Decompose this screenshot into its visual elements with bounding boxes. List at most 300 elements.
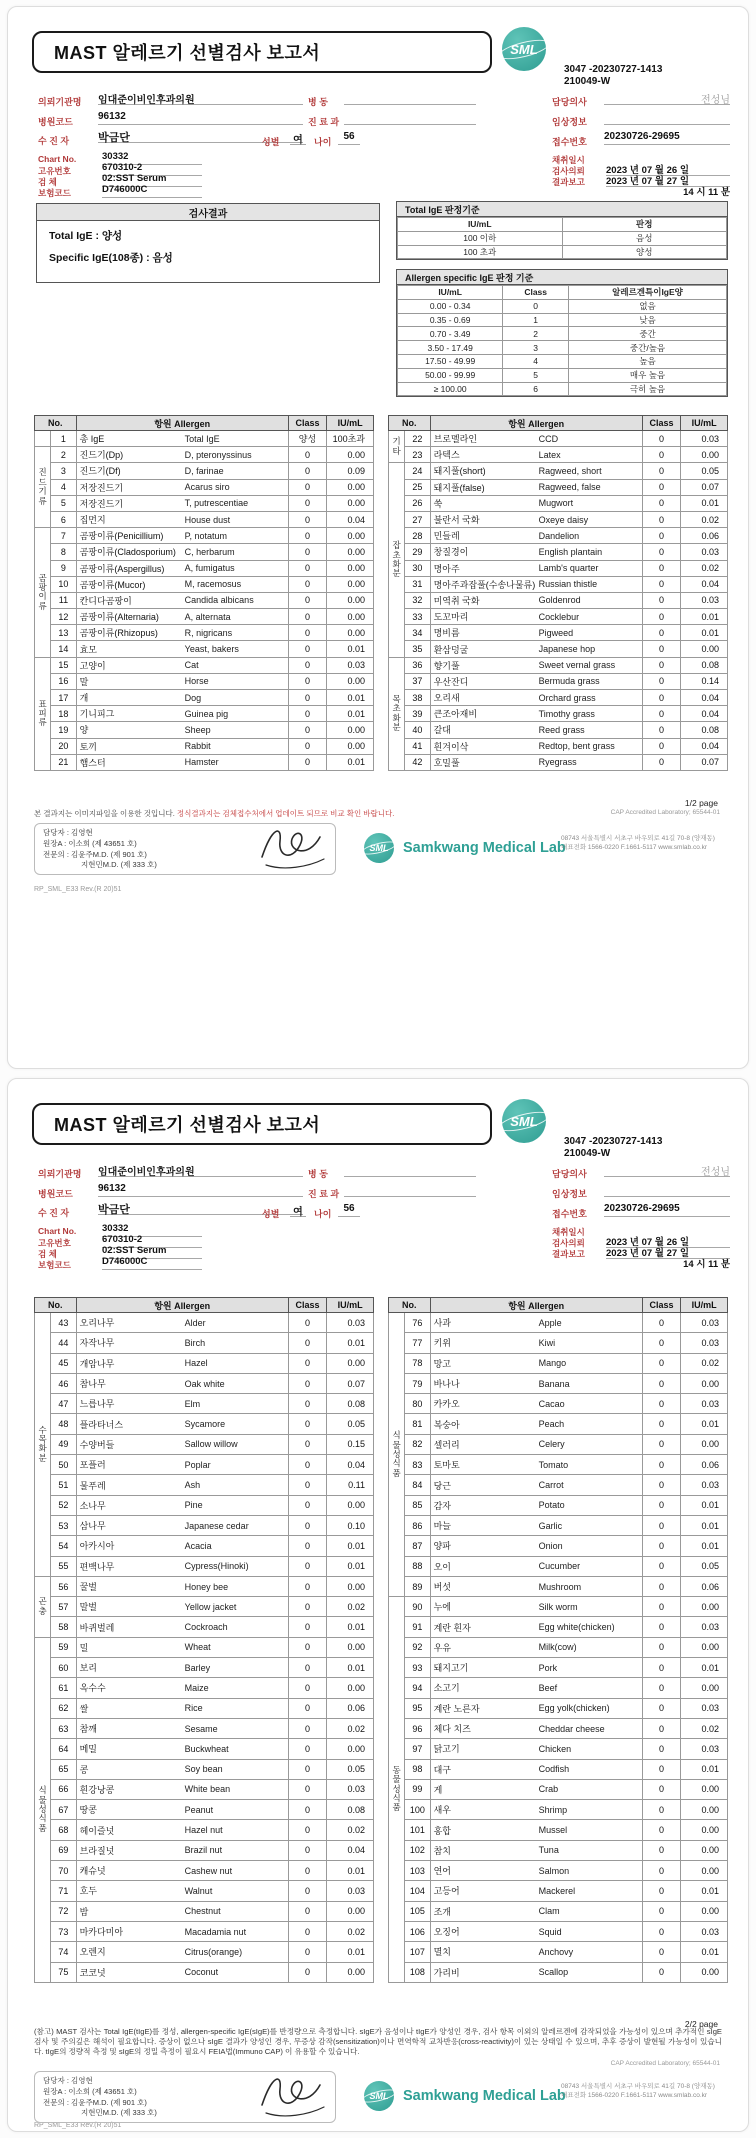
sml-logo-swoosh [360,839,397,857]
allergen-row [389,1556,728,1576]
value-unique-no: 670310-2 [102,162,202,176]
lab-name: Samkwang Medical Lab [403,840,566,856]
cell-cls: 0 [288,1840,327,1860]
col-no: No. [389,1298,431,1313]
cell-en: Pigweed [536,625,643,641]
allergen-row [389,1515,728,1535]
allergen-row [35,528,374,544]
cell-cls: 0 [642,479,681,495]
allergen-row [35,447,374,463]
accreditation-note: CAP Accredited Laboratory; 65544-01 [610,2060,720,2067]
cell-cls: 0 [642,1556,681,1576]
allergen-row [389,754,728,770]
allergen-row [35,1455,374,1475]
cell-kr: 고양이 [76,657,182,673]
allergen-row [35,1414,374,1434]
cell-iu: 0.08 [327,1800,374,1820]
cell-iu: 0.01 [327,1861,374,1881]
cell-iu: 0.07 [681,479,728,495]
cell-en: Barley [182,1658,289,1678]
cell-cls: 0 [642,1718,681,1738]
allergen-row [389,528,728,544]
cell-cls: 0 [288,1455,327,1475]
cell-en: Poplar [182,1455,289,1475]
criteria-row [398,341,727,355]
accreditation-note: CAP Accredited Laboratory; 65544-01 [610,809,720,816]
cell-no: 79 [405,1373,430,1393]
cell-kr: 명비름 [430,625,536,641]
cell-kr: 칸디다곰팡이 [76,592,182,608]
value-insurance-code: D746000C [102,184,202,198]
page-title: MAST 알레르기 선별검사 보고서 [54,1115,321,1135]
allergen-row [389,511,728,527]
cell-no: 20 [51,738,76,754]
cell-cls: 0 [288,1779,327,1799]
cell-no: 58 [51,1617,76,1637]
allergen-row [389,1373,728,1393]
report-title-box [32,31,492,73]
cell-no: 59 [51,1637,76,1657]
cell-cls: 0 [288,754,327,770]
cell-kr: 헤이즐넛 [76,1820,182,1840]
cell-no: 108 [405,1962,430,1982]
cell-en: Salmon [536,1861,643,1881]
col-allergen: 항원 Allergen [76,1298,288,1313]
crit-col: IU/mL [398,218,563,232]
lab-address-line2: 대표전화 1566-0220 F.1661-5117 www.smlab.co.kr [561,843,708,851]
cell-iu: 0.04 [681,706,728,722]
cell-cls: 0 [288,673,327,689]
allergen-row [35,609,374,625]
cell-no: 11 [51,592,76,608]
allergen-row [35,1515,374,1535]
cell-cls: 0 [642,1536,681,1556]
crit-cell: 없음 [569,299,727,313]
allergen-row [389,1840,728,1860]
allergen-row [35,1739,374,1759]
staff-label: 담당자 [43,828,65,837]
cell-no: 19 [51,722,76,738]
crit-cell: 0.70 - 3.49 [398,327,503,341]
cell-en: Birch [182,1333,289,1353]
crit-cell: 양성 [562,245,727,259]
cell-cls: 0 [642,1455,681,1475]
allergen-row [35,1637,374,1657]
cell-cls: 0 [288,1820,327,1840]
cell-kr: 개암나무 [76,1353,182,1373]
cell-kr: 느릅나무 [76,1394,182,1414]
cell-kr: 돼지풀(false) [430,479,536,495]
cell-kr: 명아주 [430,560,536,576]
cell-cls: 0 [288,511,327,527]
cell-cls: 0 [642,1373,681,1393]
cell-en: Chestnut [182,1901,289,1921]
crit-cell: 100 이하 [398,231,563,245]
cell-en: Horse [182,673,289,689]
cell-en: Chicken [536,1739,643,1759]
cell-no: 18 [51,706,76,722]
footer-lab-logo [364,833,566,863]
cell-no: 47 [51,1394,76,1414]
cell-no: 103 [405,1861,430,1881]
staff-name: 지현민M.D. (제 333 호) [81,860,157,870]
cell-en: Dandelion [536,528,643,544]
allergen-row [389,1861,728,1881]
allergen-table-p2_left [34,1297,374,1983]
cell-no: 29 [405,544,430,560]
allergen-row [389,1434,728,1454]
cell-no: 70 [51,1861,76,1881]
allergen-row [389,495,728,511]
cell-cls: 0 [642,463,681,479]
cell-kr: 토끼 [76,738,182,754]
cell-en: R, nigricans [182,625,289,641]
sml-logo-circle [364,2081,394,2111]
cell-iu: 0.00 [327,560,374,576]
cell-no: 102 [405,1840,430,1860]
cell-kr: 향기풀 [430,657,536,673]
cell-no: 86 [405,1515,430,1535]
cell-kr: 키위 [430,1333,536,1353]
cell-en: Onion [536,1536,643,1556]
cell-kr: 바나나 [430,1373,536,1393]
cell-iu: 0.00 [681,1840,728,1860]
cell-iu: 0.00 [327,479,374,495]
cell-iu: 0.04 [681,576,728,592]
cell-cls: 0 [288,560,327,576]
lab-address-line1: 08743 서울특별시 서초구 바우뫼로 41길 70-8 (양재동) [561,835,715,842]
cell-no: 41 [405,738,430,754]
cell-kr: 수양버들 [76,1434,182,1454]
lab-address-line1: 08743 서울특별시 서초구 바우뫼로 41길 70-8 (양재동) [561,2083,715,2090]
staff-name: 지현민M.D. (제 333 호) [81,2108,157,2118]
allergen-row [35,1678,374,1698]
cell-cls: 0 [288,1739,327,1759]
value-sex: 여 [290,1203,306,1217]
cell-cls: 0 [288,706,327,722]
cell-en: Candida albicans [182,592,289,608]
cell-kr: 멸치 [430,1942,536,1962]
cell-no: 36 [405,657,430,673]
category-label: 수목화분 [35,1313,51,1577]
crit-cell: 0.00 - 0.34 [398,299,503,313]
cell-cls: 0 [642,1901,681,1921]
col-no: No. [35,416,77,431]
cell-no: 44 [51,1333,76,1353]
cell-iu: 0.00 [681,1434,728,1454]
value-report-date: 2023 년 07 월 27 일 [606,173,730,187]
footer-lab-logo [364,2081,566,2111]
cell-no: 63 [51,1718,76,1738]
cell-iu: 0.07 [327,1373,374,1393]
cell-iu: 0.00 [681,447,728,463]
label-hospital-code: 병원코드 [38,117,73,127]
cell-kr: 환삼덩굴 [430,641,536,657]
allergen-row [35,1881,374,1901]
label-insurance-code: 보험코드 [38,1260,71,1270]
category-label: 표피류 [35,657,51,770]
crit-cell: 1 [503,313,569,327]
label-collect-date: 채취일시 [552,155,585,165]
cell-iu: 0.01 [681,1414,728,1434]
cell-kr: 체다 치즈 [430,1718,536,1738]
label-institution: 의뢰기관명 [38,97,82,107]
cell-iu: 0.00 [327,609,374,625]
cell-cls: 0 [288,1556,327,1576]
cell-cls: 0 [288,1698,327,1718]
cell-en: D, pteronyssinus [182,447,289,463]
cell-en: Mackerel [536,1881,643,1901]
cell-iu: 0.00 [327,1678,374,1698]
cell-iu: 0.00 [327,1901,374,1921]
value-hospital-code: 96132 [98,111,303,125]
image-note-warning: 정식결과지는 검체접수처에서 업데이트 되므로 비교 확인 바랍니다. [176,809,395,818]
sml-logo-text: SML [369,843,389,853]
cell-no: 73 [51,1921,76,1941]
cell-no: 7 [51,528,76,544]
cell-iu: 0.02 [327,1921,374,1941]
cell-cls: 0 [642,1434,681,1454]
cell-en: T, putrescentiae [182,495,289,511]
cell-iu: 0.02 [681,1718,728,1738]
cell-no: 33 [405,609,430,625]
cell-kr: 저장진드기 [76,495,182,511]
cell-no: 49 [51,1434,76,1454]
cell-en: Lamb's quarter [536,560,643,576]
cell-no: 1 [51,431,76,447]
cell-kr: 집먼지 [76,511,182,527]
col-no: No. [35,1298,77,1313]
cell-iu: 0.01 [327,1942,374,1962]
cell-en: Soy bean [182,1759,289,1779]
crit-cell: 100 초과 [398,245,563,259]
cell-iu: 0.03 [681,431,728,447]
cell-no: 62 [51,1698,76,1718]
cell-cls: 0 [288,447,327,463]
cell-iu: 0.00 [327,1576,374,1596]
cell-no: 27 [405,511,430,527]
cell-kr: 저장진드기 [76,479,182,495]
cell-kr: 오리나무 [76,1313,182,1333]
cell-iu: 0.08 [681,657,728,673]
cell-cls: 0 [642,511,681,527]
allergen-row [389,479,728,495]
value-report-time: 14 시 11 분 [683,187,730,198]
value-institution: 임대준이비인후과의원 [98,91,303,105]
staff-label: 전문의 [43,849,65,859]
cell-kr: 곰팡이류(Cladosporium) [76,544,182,560]
specific-ige-result: Specific IgE(108종) : 음성 [49,252,173,264]
allergen-row [389,641,728,657]
cell-en: Mugwort [536,495,643,511]
staff-label: 원장A [43,838,63,848]
cell-kr: 물푸레 [76,1475,182,1495]
allergen-row [35,1394,374,1414]
cell-en: Apple [536,1313,643,1333]
allergen-row [35,576,374,592]
allergen-row [35,625,374,641]
cell-no: 91 [405,1617,430,1637]
cell-iu: 0.06 [681,1455,728,1475]
report-id: 210049-W [564,75,611,87]
allergen-row [35,1820,374,1840]
allergen-row [35,1658,374,1678]
cell-cls: 0 [288,1901,327,1921]
cell-no: 98 [405,1759,430,1779]
cell-no: 55 [51,1556,76,1576]
cell-iu: 0.03 [681,592,728,608]
cell-kr: 양 [76,722,182,738]
allergen-row [389,673,728,689]
cell-en: P, notatum [182,528,289,544]
allergen-row [389,592,728,608]
col-iu: IU/mL [327,416,374,431]
cell-iu: 0.00 [681,1597,728,1617]
allergen-row [35,1698,374,1718]
cell-no: 43 [51,1313,76,1333]
value-report-date: 2023 년 07 월 27 일 [606,1245,730,1259]
cell-kr: 곰팡이류(Mucor) [76,576,182,592]
sml-logo-swoosh [497,36,551,63]
page-marker: 2/2 page [684,2019,718,2029]
cell-kr: 오징어 [430,1921,536,1941]
cell-kr: 포플러 [76,1455,182,1475]
cell-no: 9 [51,560,76,576]
cell-cls: 0 [642,657,681,673]
cell-iu: 0.03 [327,1313,374,1333]
sml-logo-swoosh [360,2087,397,2105]
sml-logo-text: SML [510,1113,538,1129]
allergen-row [35,1921,374,1941]
cell-cls: 0 [288,1414,327,1434]
cell-kr: 계란 흰자 [430,1617,536,1637]
cell-cls: 0 [288,1861,327,1881]
allergen-row [389,1536,728,1556]
cell-no: 48 [51,1414,76,1434]
cell-cls: 0 [642,528,681,544]
cell-kr: 창질경이 [430,544,536,560]
cell-no: 87 [405,1536,430,1556]
staff-label: 담당자 [43,2076,65,2085]
allergen-row [35,673,374,689]
col-iu: IU/mL [681,1298,728,1313]
allergen-row [389,1414,728,1434]
cell-kr: 갈대 [430,722,536,738]
value-institution: 임대준이비인후과의원 [98,1163,303,1177]
cell-cls: 0 [288,1881,327,1901]
cell-kr: 당근 [430,1475,536,1495]
cell-iu: 0.00 [681,1779,728,1799]
cell-kr: 불란서 국화 [430,511,536,527]
cell-no: 99 [405,1779,430,1799]
crit-cell: 2 [503,327,569,341]
cell-en: Hazel nut [182,1820,289,1840]
allergen-row [35,495,374,511]
cell-no: 50 [51,1455,76,1475]
cell-iu: 0.10 [327,1515,374,1535]
cell-no: 78 [405,1353,430,1373]
category-label: 곤충 [35,1576,51,1637]
value-insurance-code: D746000C [102,1256,202,1270]
cell-en: A, fumigatus [182,560,289,576]
cell-iu: 0.01 [681,1495,728,1515]
label-specimen: 검 체 [38,1249,57,1259]
cell-no: 69 [51,1840,76,1860]
cell-iu: 0.04 [327,1840,374,1860]
cell-no: 15 [51,657,76,673]
cell-en: Peanut [182,1800,289,1820]
cell-iu: 0.00 [681,1800,728,1820]
cell-cls: 0 [642,1313,681,1333]
cell-iu: 0.03 [681,1617,728,1637]
label-collect-date: 채취일시 [552,1227,585,1237]
cell-no: 100 [405,1800,430,1820]
lab-address-line2: 대표전화 1566-0220 F.1661-5117 www.smlab.co.kr [561,2091,708,2099]
cell-no: 46 [51,1373,76,1393]
cell-en: Clam [536,1901,643,1921]
sml-logo-text: SML [369,2091,389,2101]
cell-cls: 0 [642,754,681,770]
cell-no: 53 [51,1515,76,1535]
allergen-row [389,625,728,641]
cell-no: 57 [51,1597,76,1617]
cell-en: Beef [536,1678,643,1698]
allergen-row [35,1313,374,1333]
cell-cls: 0 [288,479,327,495]
cell-iu: 0.01 [681,1536,728,1556]
cell-no: 89 [405,1576,430,1596]
cell-kr: 사과 [430,1313,536,1333]
cell-iu: 0.02 [327,1597,374,1617]
cell-cls: 0 [642,1800,681,1820]
cell-cls: 0 [642,1414,681,1434]
cell-iu: 0.00 [681,1861,728,1881]
cell-no: 5 [51,495,76,511]
allergen-row [35,1800,374,1820]
cell-cls: 0 [642,1759,681,1779]
cell-iu: 0.08 [681,722,728,738]
cell-iu: 0.03 [681,1394,728,1414]
cell-kr: 옥수수 [76,1678,182,1698]
label-request-date: 검사의뢰 [552,166,585,176]
cell-no: 75 [51,1962,76,1982]
cell-no: 96 [405,1718,430,1738]
staff-line: 전문의 : 김윤주M.D. (제 901 호) [43,849,147,859]
sml-logo-circle [502,27,546,71]
cell-no: 28 [405,528,430,544]
label-report-date: 결과보고 [552,1249,585,1259]
cell-en: Ragweed, false [536,479,643,495]
category-label: 곰팡이류 [35,528,51,658]
cell-kr: 코코넛 [76,1962,182,1982]
value-unique-no: 670310-2 [102,1234,202,1248]
cell-iu: 0.01 [327,1333,374,1353]
cell-iu: 0.01 [327,1658,374,1678]
total-ige-result: Total IgE : 양성 [49,230,123,242]
crit-cell: 50.00 - 99.99 [398,368,503,382]
cell-iu: 0.06 [681,528,728,544]
signature [250,2065,342,2123]
label-patient: 수 진 자 [38,1208,70,1218]
reference-note: (참고) MAST 검사는 Total IgE(tIgE)를 정성, allergen-specific IgE(sIgE)를 반정량으로 측정합니다. sIgE가 음성이나 tIgE가 양성인 경우, 검사 항목 이외의 알레르겐에 감작되었을 가능성이 있으며 추가적인 sIgE 검사 및 주의깊은 해석이 필요합니다. 증상이 없으나 sIgE 결과가 양성인 경우, 무증상 감작(sensitization)이나 면역학적 교차반응(cross-reactivity)이 있는 상태일 수 있으며, 추후 증상이 발현될 가능성이 있습니다. tIgE의 정량적 측정 및 sIgE의 정밀 측정이 필요시 FEIA법(Immuno CAP) 이 유용할 수 있습니다. [34,2027,722,2056]
criteria-row [398,313,727,327]
cell-en: Garlic [536,1515,643,1535]
cell-iu: 0.01 [327,1536,374,1556]
cell-no: 22 [405,431,430,447]
cell-cls: 0 [642,1475,681,1495]
signature [250,817,342,875]
cell-cls: 0 [288,1576,327,1596]
